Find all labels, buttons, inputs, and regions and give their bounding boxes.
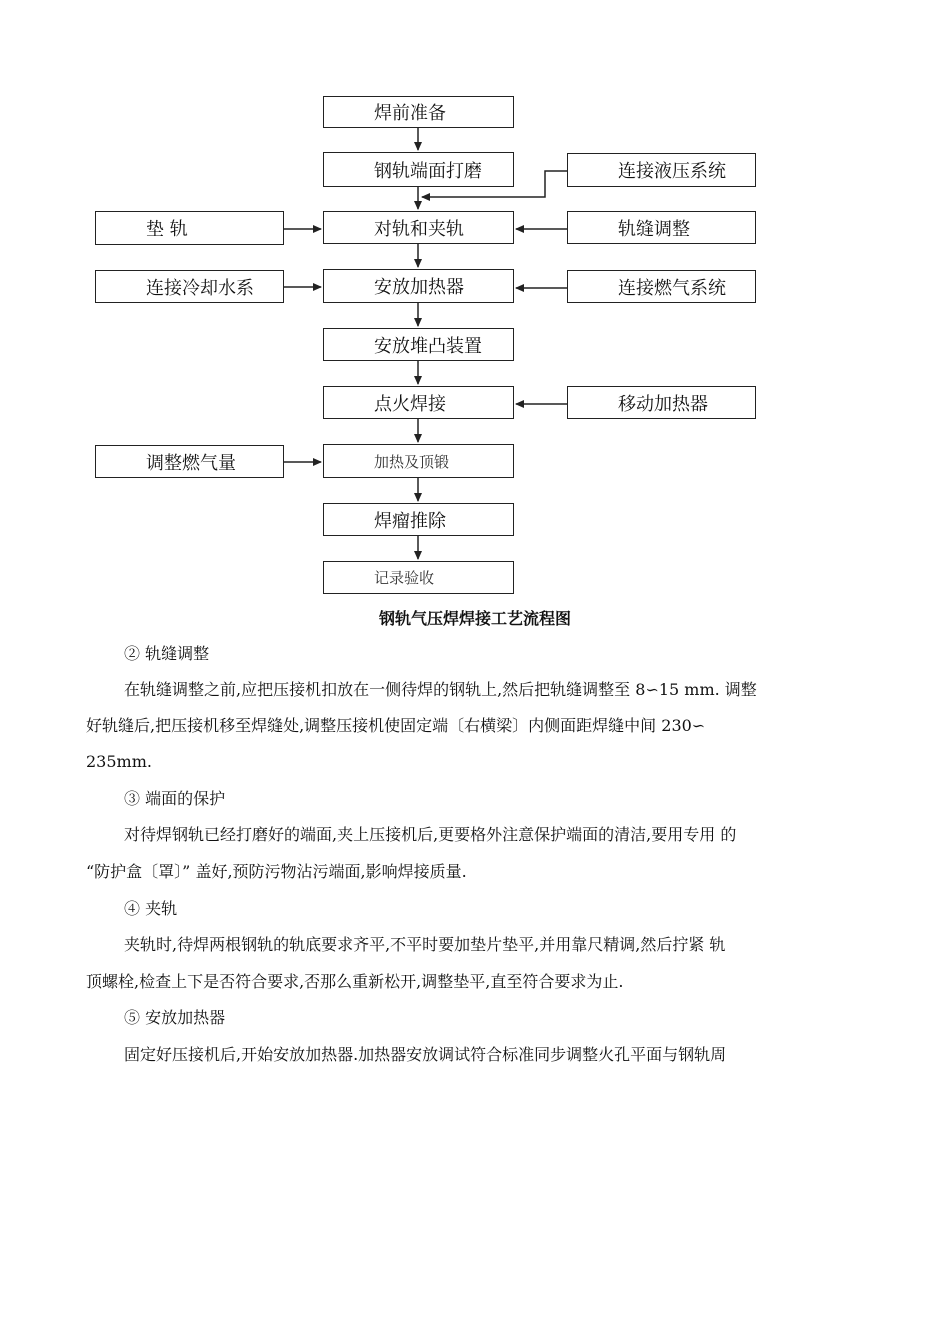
flow-step-grind: 钢轨端面打磨	[323, 152, 514, 187]
section-heading-2: ② 轨缝调整	[124, 644, 210, 663]
paragraph-line: 好轨缝后,把压接机移至焊缝处,调整压接机使固定端〔右横梁〕内侧面距焊缝中间 230∽	[86, 716, 706, 735]
flow-step-prepare: 焊前准备	[323, 96, 514, 128]
flow-input-move-heater: 移动加热器	[567, 386, 756, 419]
flow-step-remove-flash: 焊瘤推除	[323, 503, 514, 536]
flow-step-record-accept: 记录验收	[323, 561, 514, 594]
paragraph-line: 235mm.	[86, 752, 152, 771]
paragraph-line: 固定好压接机后,开始安放加热器.加热器安放调试符合标准同步调整火孔平面与钢轨周	[124, 1045, 727, 1064]
flow-input-gap-adjust: 轨缝调整	[567, 211, 756, 244]
section-heading-5: ⑤ 安放加热器	[124, 1008, 226, 1027]
paragraph-line: 对待焊钢轨已经打磨好的端面,夹上压接机后,更要格外注意保护端面的清洁,要用专用 的	[124, 825, 737, 844]
paragraph-line: 在轨缝调整之前,应把压接机扣放在一侧待焊的钢轨上,然后把轨缝调整至 8∽15 mm. 调整	[124, 680, 757, 699]
flow-step-heat-forge: 加热及顶锻	[323, 444, 514, 478]
section-heading-4: ④ 夹轨	[124, 899, 178, 918]
paragraph-line: 夹轨时,待焊两根钢轨的轨底要求齐平,不平时要加垫片垫平,并用靠尺精调,然后拧紧 轨	[124, 935, 726, 954]
paragraph-line: “防护盒〔罩〕” 盖好,预防污物沾污端面,影响焊接质量.	[86, 862, 467, 881]
flow-step-align-clamp: 对轨和夹轨	[323, 211, 514, 244]
flow-input-shim: 垫 轨	[95, 211, 284, 245]
flow-input-cooling-water: 连接冷却水系	[95, 270, 284, 303]
flow-step-place-upset-device: 安放堆凸装置	[323, 328, 514, 361]
figure-caption: 钢轨气压焊焊接工艺流程图	[378, 609, 571, 628]
paragraph-line: 顶螺栓,检查上下是否符合要求,否那么重新松开,调整垫平,直至符合要求为止.	[86, 972, 624, 991]
flow-input-gas-system: 连接燃气系统	[567, 270, 756, 303]
flow-step-ignite-weld: 点火焊接	[323, 386, 514, 419]
section-heading-3: ③ 端面的保护	[124, 789, 226, 808]
flow-input-hydraulic: 连接液压系统	[567, 153, 756, 187]
flow-step-place-heater: 安放加热器	[323, 269, 514, 303]
flow-input-gas-amount: 调整燃气量	[95, 445, 284, 478]
